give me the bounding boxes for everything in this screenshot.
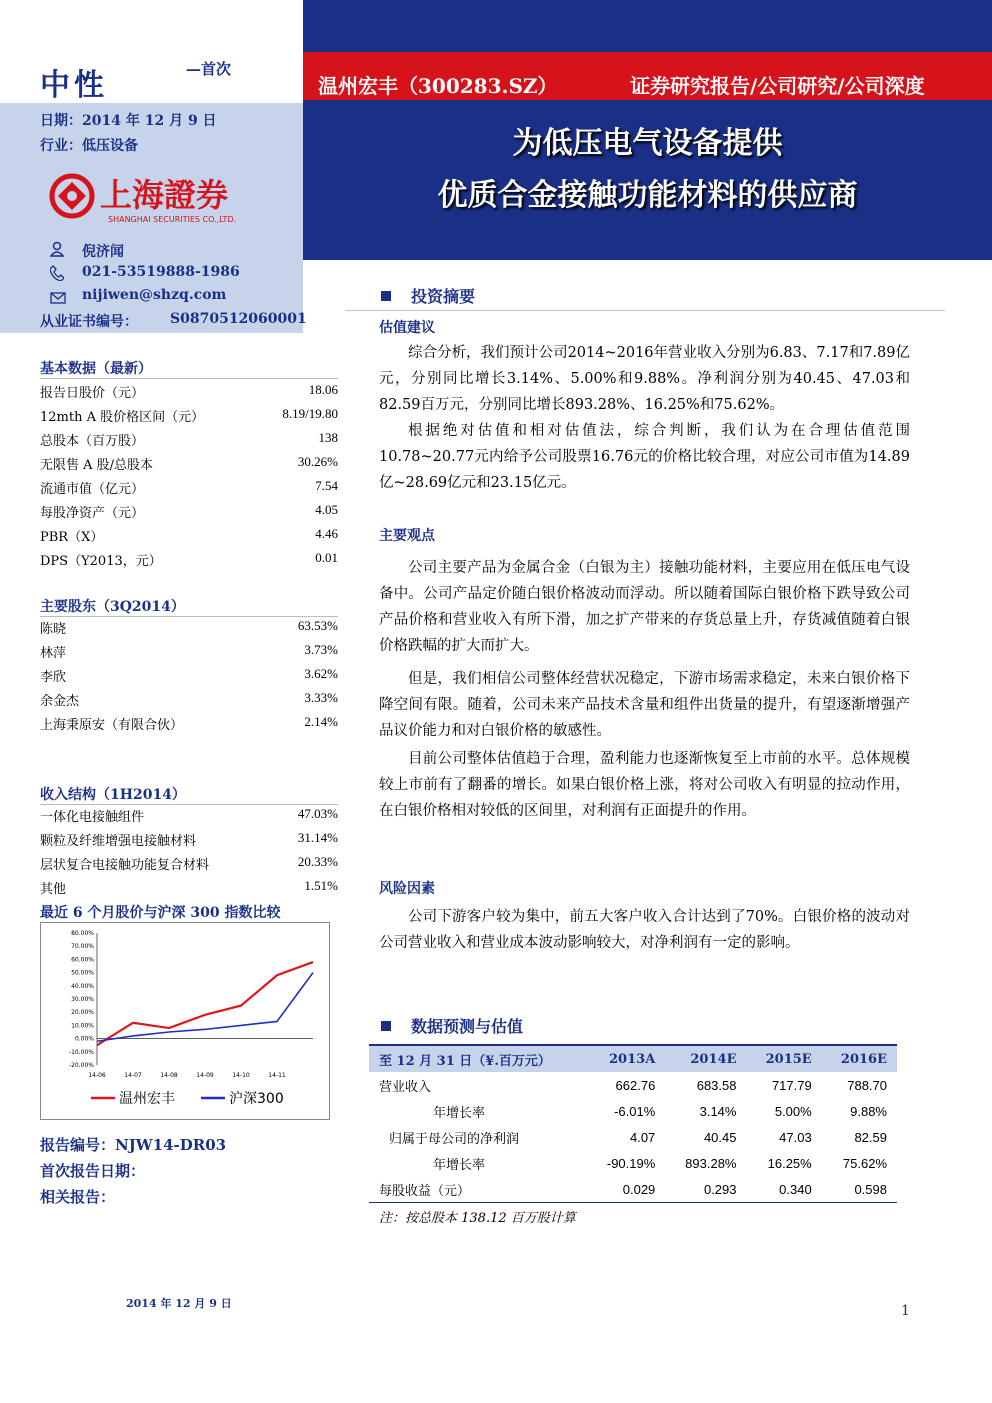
table-cell: -6.01% [614,1103,656,1119]
row-value: 7.54 [315,478,338,493]
table-cell: 0.293 [665,1176,746,1203]
row-value: 31.14% [297,830,338,845]
table-row [40,550,338,574]
analyst-name: 倪济闻 [82,244,124,260]
divider [345,310,945,311]
risk-title: 风险因素 [379,881,435,897]
table-cell: 893.28% [685,1155,737,1171]
report-title-line1: 为低压电气设备提供 [512,126,783,161]
row-label: 颗粒及纤维增强电接触材料 [40,834,197,849]
row-label: 陈晓 [40,622,67,637]
x-tick-label: 14-08 [160,1072,178,1079]
x-tick-label: 14-06 [88,1072,106,1079]
table-cell: 788.70 [847,1077,887,1093]
x-tick-label: 14-09 [196,1072,214,1079]
row-value: 4.05 [315,502,338,517]
stock-name: 温州宏丰（300283.SZ） [318,74,558,98]
row-value: 18.06 [308,382,338,397]
related-reports: 相关报告： [40,1188,116,1206]
chart-title: 最近 6 个月股价与沪深 300 指数比较 [40,905,281,921]
row-value: 0.01 [315,550,338,565]
y-tick-label: 60.00% [71,956,94,964]
rating-note: —首次 [186,60,232,78]
table-row [40,878,338,902]
row-value: 20.33% [297,854,338,869]
column-header: 2014E [665,1045,746,1072]
table-cell: 4.07 [629,1129,656,1145]
forecast-table [369,1044,897,1203]
row-label: 李欣 [40,670,67,685]
table-cell: 0.029 [587,1176,665,1203]
basic-data-title: 基本数据（最新） [40,361,152,377]
row-value: 47.03% [297,806,338,821]
y-tick-label: -10.00% [68,1048,94,1056]
table-row [40,382,338,406]
y-tick-label: 0.00% [74,1035,94,1043]
table-row [40,406,338,430]
report-number: 报告编号：NJW14-DR03 [40,1136,227,1154]
summary-heading: 投资摘要 [381,284,475,307]
table-cell: 717.79 [771,1077,812,1093]
row-value: 3.62% [304,666,338,681]
table-cell: 47.03 [779,1129,812,1145]
legend-label: 沪深300 [229,1091,284,1107]
column-header: 至 12 月 31 日（¥.百万元） [369,1045,587,1072]
forecast-heading: 数据预测与估值 [381,1014,523,1037]
table-row [40,714,338,738]
logo-cn: 上海證券 [100,176,229,214]
divider [40,378,338,379]
row-label: 12mth A 股价格区间（元） [40,410,205,425]
email-icon [50,290,66,308]
table-cell: 归属于母公司的净利润 [389,1131,520,1147]
table-cell: 每股收益（元） [369,1176,587,1203]
x-tick-label: 14-10 [232,1072,250,1079]
phone-icon [50,265,64,285]
legend-label: 温州宏丰 [119,1091,175,1107]
report-title-line2: 优质合金接触功能材料的供应商 [437,178,858,213]
row-label: DPS（Y2013，元） [40,554,162,569]
row-value: 1.51% [304,878,338,893]
analyst-email[interactable]: nijiwen@shzq.com [82,287,227,303]
series-line-0 [97,962,313,1045]
table-cell: 82.59 [854,1129,887,1145]
row-value: 138 [318,430,338,445]
license-number: S0870512060001 [170,311,307,327]
row-label: 其他 [40,882,67,897]
y-tick-label: 80.00% [71,930,94,937]
report-type: 证券研究报告/公司研究/公司深度 [630,74,925,98]
person-icon [50,241,64,261]
table-row [40,642,338,666]
table-cell: 9.88% [850,1103,887,1119]
views-title: 主要观点 [379,528,435,544]
row-value: 3.33% [304,690,338,705]
column-header: 2016E [822,1045,897,1072]
table-cell: 0.340 [746,1176,821,1203]
report-date: 日期：2014 年 12 月 9 日 [40,113,217,129]
y-tick-label: 10.00% [71,1022,94,1030]
row-label: 总股本（百万股） [40,434,145,449]
row-label: 层状复合电接触功能复合材料 [40,858,210,873]
row-label: 上海秉原安（有限合伙） [40,718,184,733]
row-label: 一体化电接触组件 [40,810,145,825]
table-row [40,690,338,714]
forecast-note: 注：按总股本 138.12 百万股计算 [379,1211,576,1226]
table-cell: 年增长率 [433,1157,486,1173]
table-row [40,854,338,878]
valuation-title: 估值建议 [379,320,435,336]
y-tick-label: 30.00% [71,996,94,1003]
valuation-paragraph-1: 综合分析，我们预计公司2014~2016年营业收入分别为6.83、7.17和7.89亿元，分别同比增长3.14%、5.00%和9.88%。净利润分别为40.45、47.03和82.59百万元，分别同比增长893.28%、16.25%和75.62%。 [379,345,910,413]
risk-paragraph: 公司下游客户较为集中，前五大客户收入合计达到了70%。白银价格的波动对公司营业收入和营业成本波动影响较大，对净利润有一定的影响。 [379,909,910,951]
row-value: 63.53% [297,618,338,633]
divider [40,616,338,617]
divider [40,804,338,805]
table-row [40,618,338,642]
y-tick-label: 40.00% [71,982,94,990]
valuation-paragraph-2: 根据绝对估值和相对估值法，综合判断，我们认为在合理估值范围10.78~20.77元内给予公司股票16.76元的价格比较合理，对应公司市值为14.89亿~28.69亿元和23.15亿元。 [379,423,910,491]
table-row [40,454,338,478]
table-cell: 683.58 [696,1077,737,1093]
views-paragraph-2: 但是，我们相信公司整体经营状况稳定，下游市场需求稳定，未来白银价格下降空间有限。随着，公司未来产品技术含量和组件出货量的提升，有望逐渐增强产品议价能力和对白银价格的敏感性。 [379,671,910,739]
shareholders-title: 主要股东（3Q2014） [40,599,185,615]
table-cell: 40.45 [703,1129,737,1145]
column-header: 2015E [746,1045,821,1072]
table-row [40,666,338,690]
table-cell: 75.62% [842,1155,887,1171]
revenue-structure-title: 收入结构（1H2014） [40,787,186,803]
price-comparison-chart [40,922,330,1120]
row-label: 林萍 [40,646,67,661]
views-paragraph-3: 目前公司整体估值趋于合理，盈利能力也逐渐恢复至上市前的水平。总体规模较上市前有了翻番的增长。如果白银价格上涨，将对公司收入有明显的拉动作用，在白银价格相对较低的区间里，对利润有正面提升的作用。 [379,751,910,819]
y-tick-label: 20.00% [71,1009,94,1017]
analyst-phone: 021-53519888-1986 [82,264,240,280]
table-cell: 年增长率 [433,1105,486,1121]
industry: 行业：低压设备 [40,138,138,154]
x-tick-label: 14-11 [268,1072,286,1079]
table-cell: 3.14% [699,1103,737,1119]
x-tick-label: 14-07 [124,1072,142,1079]
table-cell: 662.76 [615,1077,656,1093]
table-row [369,1176,897,1203]
y-tick-label: -20.00% [68,1062,94,1069]
shanghai-securities-logo [48,168,278,232]
views-paragraph-1: 公司主要产品为金属合金（白银为主）接触功能材料，主要应用在低压电气设备中。公司产品定价随白银价格波动而浮动。所以随着国际白银价格下跌导致公司产品价格和营业收入有所下滑，加之扩产带来的存货总量上升，存货减值随着白银价格跌幅的扩大而扩大。 [379,560,910,654]
row-label: 报告日股价（元） [40,386,145,401]
row-value: 8.19/19.80 [282,406,338,421]
row-label: 无限售 A 股/总股本 [40,458,154,473]
license-label: 从业证书编号： [40,314,138,330]
y-tick-label: 50.00% [71,969,94,977]
series-line-1 [97,973,313,1042]
logo-en: SHANGHAI SECURITIES CO.,LTD. [108,215,237,224]
table-cell: 营业收入 [379,1079,432,1095]
row-label: 每股净资产（元） [40,506,145,521]
table-row [40,526,338,550]
table-cell: 16.25% [767,1155,812,1171]
row-label: 流通市值（亿元） [40,482,145,497]
page-number: 1 [901,1303,910,1319]
table-cell: 5.00% [774,1103,812,1119]
table-row [369,1098,897,1124]
table-row [40,478,338,502]
y-tick-label: 70.00% [71,943,94,951]
table-row [40,806,338,830]
column-header: 2013A [587,1045,665,1072]
table-cell: -90.19% [606,1155,656,1171]
row-value: 3.73% [304,642,338,657]
row-label: 余金杰 [40,694,80,709]
row-value: 30.26% [297,454,338,469]
first-report-date: 首次报告日期： [40,1162,146,1180]
table-row [369,1150,897,1176]
footer-date: 2014 年 12 月 9 日 [126,1297,232,1310]
table-row [40,430,338,454]
table-row [40,830,338,854]
table-row [369,1124,897,1150]
rating: 中性 [40,68,108,103]
table-row [40,502,338,526]
table-row [369,1072,897,1098]
row-value: 2.14% [304,714,338,729]
table-cell: 0.598 [822,1176,897,1203]
row-value: 4.46 [315,526,338,541]
row-label: PBR（X） [40,530,104,545]
